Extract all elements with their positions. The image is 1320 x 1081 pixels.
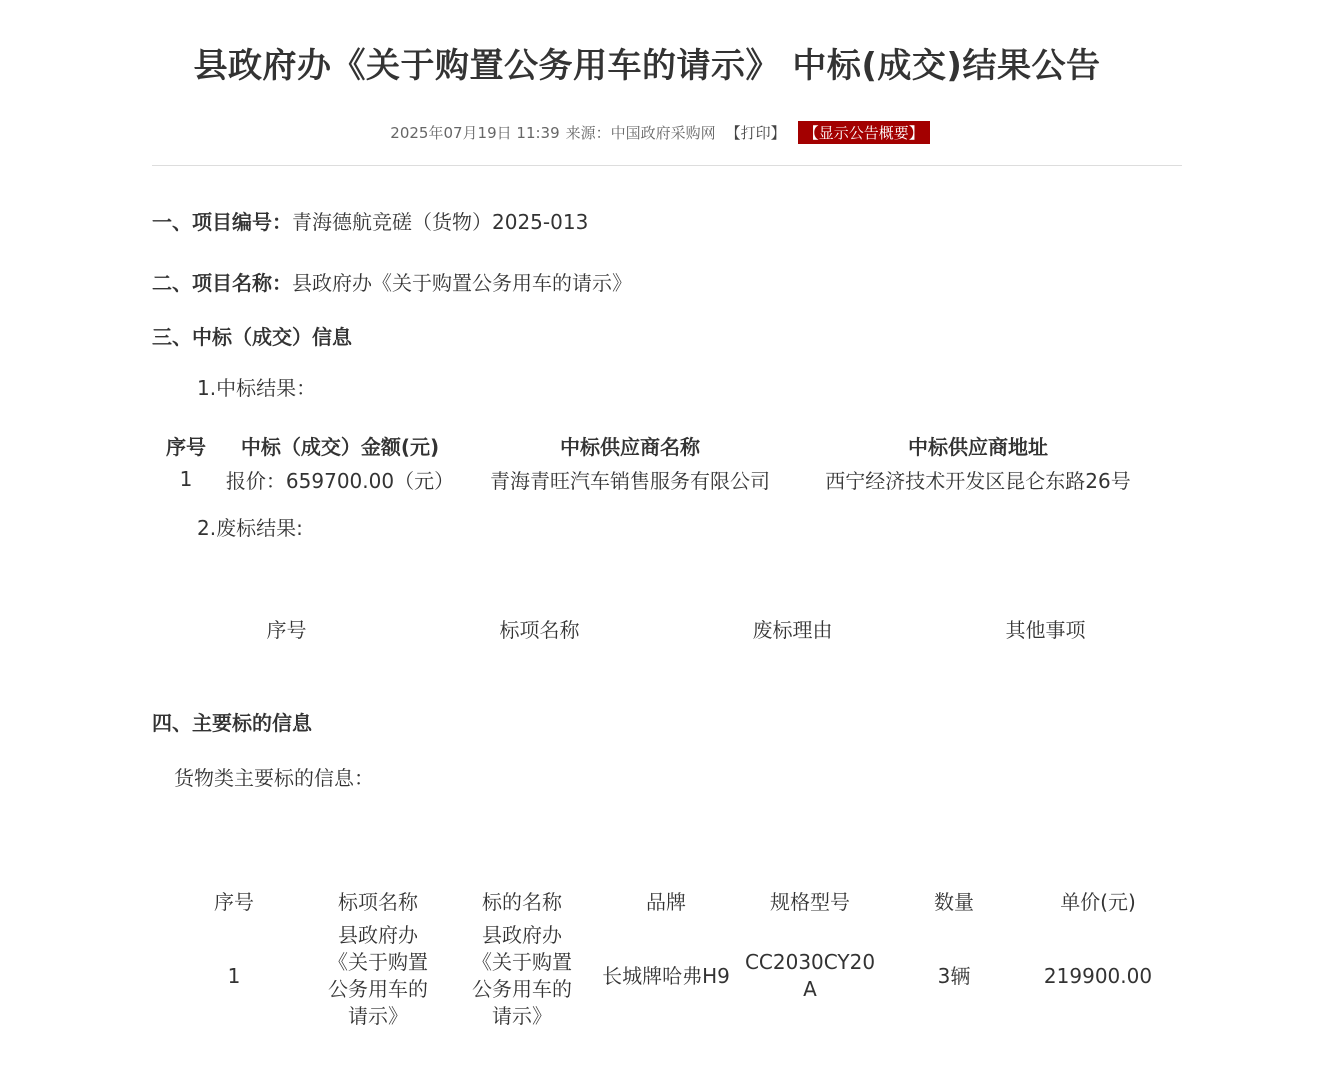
table-row [152, 462, 1156, 496]
col-header-supplier-address: 中标供应商地址 [908, 434, 1048, 459]
show-summary-button[interactable]: 【显示公告概要】 [798, 121, 930, 144]
cell-index: 1 [179, 467, 193, 491]
project-number-value: 青海德航竞磋（货物）2025-013 [292, 210, 589, 234]
section-award-heading: 三、中标（成交）信息 [152, 325, 352, 349]
col-header-quantity: 数量 [934, 889, 974, 914]
failed-bid-table [160, 608, 1172, 648]
project-name-value: 县政府办《关于购置公务用车的请示》 [292, 271, 632, 295]
cell-supplier-address: 西宁经济技术开发区昆仑东路26号 [825, 468, 1131, 493]
col-header-index: 序号 [166, 434, 206, 459]
article-meta [0, 121, 1320, 144]
section-main-items [152, 707, 312, 736]
award-result-table [152, 428, 1156, 496]
table-row [162, 920, 1170, 1032]
cell-brand: 长城牌哈弗H9 [602, 963, 730, 988]
section-award-info [152, 321, 352, 350]
col-header-index: 序号 [214, 889, 254, 914]
col-header-index: 序号 [266, 617, 307, 642]
table-header-row [160, 608, 1172, 648]
header-divider [152, 165, 1182, 166]
col-header-amount: 中标（成交）金额(元) [240, 434, 440, 459]
col-header-unit-price: 单价(元) [1060, 889, 1136, 914]
col-header-model: 规格型号 [770, 889, 850, 914]
goods-info-label: 货物类主要标的信息： [174, 766, 374, 790]
col-header-other: 其他事项 [1005, 617, 1086, 642]
source-name: 中国政府采购网 [610, 124, 716, 142]
col-header-brand: 品牌 [646, 889, 686, 914]
project-number-label: 一、项目编号： [152, 210, 292, 234]
cell-supplier-name: 青海青旺汽车销售服务有限公司 [490, 468, 770, 493]
table-header-row [152, 428, 1156, 462]
col-header-item-name: 标项名称 [338, 889, 418, 914]
cell-index: 1 [227, 963, 241, 988]
cell-amount: 报价：659700.00（元） [225, 468, 455, 493]
project-number [152, 206, 588, 235]
col-header-subject-name: 标的名称 [482, 889, 562, 914]
source-label: 来源： [565, 124, 611, 142]
section-main-items-heading: 四、主要标的信息 [152, 711, 312, 735]
col-header-item-name: 标项名称 [499, 617, 580, 642]
cell-model: CC2030CY20A [744, 950, 876, 1001]
col-header-reason: 废标理由 [752, 617, 833, 642]
cell-quantity: 3辆 [937, 963, 971, 988]
cell-subject-name: 县政府办《关于购置公务用车的请示》 [472, 923, 572, 1028]
project-name [152, 267, 632, 296]
print-button[interactable]: 【打印】 [725, 124, 786, 142]
table-header-row [162, 880, 1170, 920]
page-title: 县政府办《关于购置公务用车的请示》 中标(成交)结果公告 [193, 46, 1101, 86]
cell-unit-price: 219900.00 [1043, 963, 1153, 988]
project-name-label: 二、项目名称： [152, 271, 292, 295]
goods-table [162, 880, 1170, 1032]
col-header-supplier-name: 中标供应商名称 [560, 434, 700, 459]
award-result-label: 1.中标结果： [197, 376, 317, 400]
publish-datetime: 2025年07月19日 11:39 [390, 124, 560, 142]
failed-bid-label: 2.废标结果: [197, 516, 303, 540]
cell-item-name: 县政府办《关于购置公务用车的请示》 [328, 923, 428, 1028]
